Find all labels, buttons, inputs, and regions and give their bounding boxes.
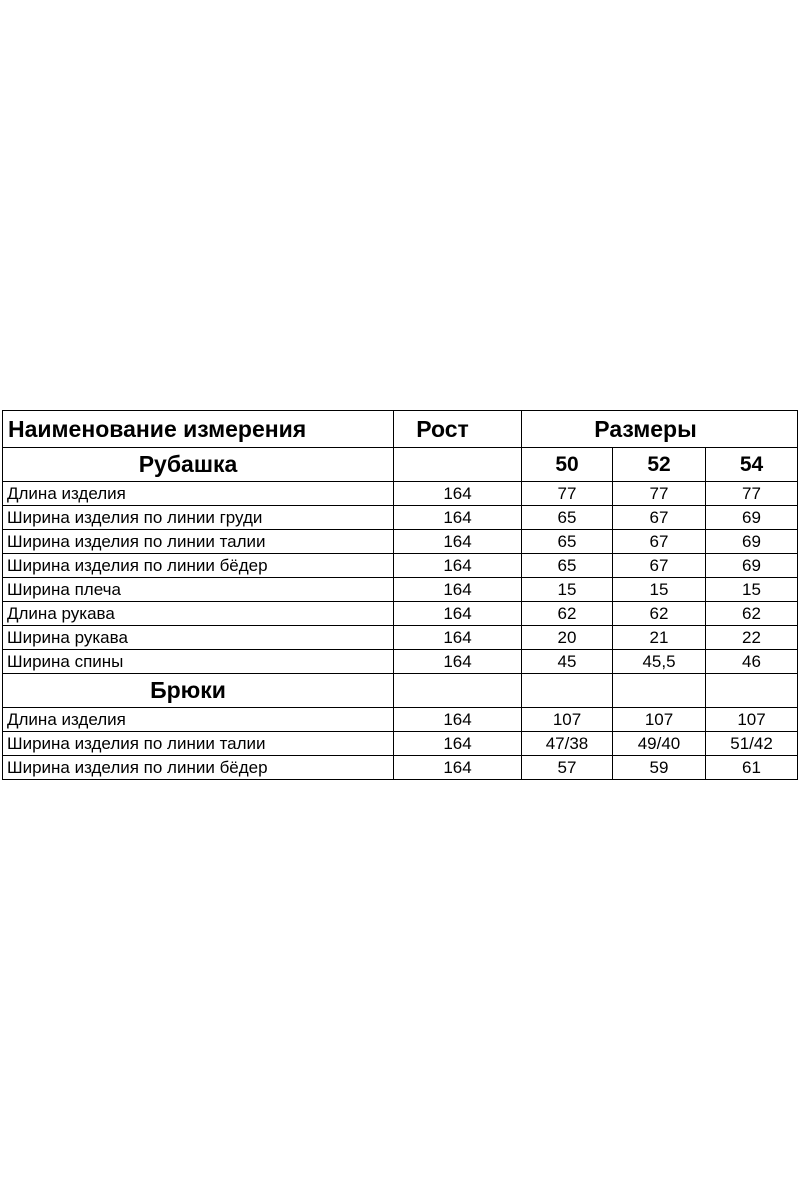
table-row bbox=[3, 626, 798, 650]
empty-cell bbox=[394, 448, 522, 482]
size-50-value: 65 bbox=[522, 530, 613, 554]
size-54-label: 54 bbox=[706, 448, 798, 482]
rost-header: Рост bbox=[394, 411, 522, 448]
shirt-section-row bbox=[3, 448, 798, 482]
measurement-label: Длина рукава bbox=[3, 602, 394, 626]
measurement-label: Ширина спины bbox=[3, 650, 394, 674]
rost-value: 164 bbox=[394, 756, 522, 780]
rost-value: 164 bbox=[394, 602, 522, 626]
size-54-value: 46 bbox=[706, 650, 798, 674]
measurement-label: Ширина рукава bbox=[3, 626, 394, 650]
table-row bbox=[3, 602, 798, 626]
size-54-value: 61 bbox=[706, 756, 798, 780]
size-52-value: 62 bbox=[613, 602, 706, 626]
measurement-label: Ширина изделия по линии талии bbox=[3, 732, 394, 756]
empty-cell bbox=[613, 674, 706, 708]
table-row bbox=[3, 482, 798, 506]
size-50-value: 20 bbox=[522, 626, 613, 650]
size-52-value: 45,5 bbox=[613, 650, 706, 674]
size-54-value: 22 bbox=[706, 626, 798, 650]
size-54-value: 62 bbox=[706, 602, 798, 626]
size-50-value: 65 bbox=[522, 506, 613, 530]
size-chart-table bbox=[2, 410, 798, 780]
size-50-value: 77 bbox=[522, 482, 613, 506]
table-row bbox=[3, 554, 798, 578]
table-row bbox=[3, 578, 798, 602]
table-row bbox=[3, 708, 798, 732]
table-row bbox=[3, 530, 798, 554]
table-row bbox=[3, 732, 798, 756]
shirt-section-title: Рубашка bbox=[3, 448, 394, 482]
measurement-label: Ширина изделия по линии бёдер bbox=[3, 554, 394, 578]
size-54-value: 107 bbox=[706, 708, 798, 732]
trousers-section-title: Брюки bbox=[3, 674, 394, 708]
size-54-value: 51/42 bbox=[706, 732, 798, 756]
size-52-value: 67 bbox=[613, 506, 706, 530]
size-54-value: 69 bbox=[706, 554, 798, 578]
measurement-label: Ширина изделия по линии талии bbox=[3, 530, 394, 554]
rost-value: 164 bbox=[394, 530, 522, 554]
table-header-row bbox=[3, 411, 798, 448]
size-50-value: 47/38 bbox=[522, 732, 613, 756]
rost-value: 164 bbox=[394, 506, 522, 530]
trousers-section-row bbox=[3, 674, 798, 708]
measurement-label: Длина изделия bbox=[3, 482, 394, 506]
table-row bbox=[3, 756, 798, 780]
size-50-value: 65 bbox=[522, 554, 613, 578]
size-52-value: 15 bbox=[613, 578, 706, 602]
size-52-value: 107 bbox=[613, 708, 706, 732]
measurement-label: Ширина изделия по линии груди bbox=[3, 506, 394, 530]
empty-cell bbox=[394, 674, 522, 708]
rost-value: 164 bbox=[394, 482, 522, 506]
table-row bbox=[3, 650, 798, 674]
measurement-label: Длина изделия bbox=[3, 708, 394, 732]
size-50-label: 50 bbox=[522, 448, 613, 482]
rost-value: 164 bbox=[394, 650, 522, 674]
rost-value: 164 bbox=[394, 732, 522, 756]
table-row bbox=[3, 506, 798, 530]
size-50-value: 45 bbox=[522, 650, 613, 674]
empty-cell bbox=[522, 674, 613, 708]
rost-value: 164 bbox=[394, 626, 522, 650]
size-54-value: 69 bbox=[706, 506, 798, 530]
empty-cell bbox=[706, 674, 798, 708]
size-50-value: 62 bbox=[522, 602, 613, 626]
size-52-value: 49/40 bbox=[613, 732, 706, 756]
measurement-name-header: Наименование измерения bbox=[3, 411, 394, 448]
size-54-value: 77 bbox=[706, 482, 798, 506]
rost-value: 164 bbox=[394, 578, 522, 602]
size-50-value: 15 bbox=[522, 578, 613, 602]
rost-value: 164 bbox=[394, 708, 522, 732]
size-52-value: 67 bbox=[613, 530, 706, 554]
size-52-value: 77 bbox=[613, 482, 706, 506]
size-50-value: 57 bbox=[522, 756, 613, 780]
size-54-value: 69 bbox=[706, 530, 798, 554]
measurement-label: Ширина плеча bbox=[3, 578, 394, 602]
measurement-label: Ширина изделия по линии бёдер bbox=[3, 756, 394, 780]
sizes-header: Размеры bbox=[522, 411, 798, 448]
size-52-value: 67 bbox=[613, 554, 706, 578]
size-52-value: 21 bbox=[613, 626, 706, 650]
size-50-value: 107 bbox=[522, 708, 613, 732]
size-54-value: 15 bbox=[706, 578, 798, 602]
size-52-value: 59 bbox=[613, 756, 706, 780]
size-52-label: 52 bbox=[613, 448, 706, 482]
rost-value: 164 bbox=[394, 554, 522, 578]
